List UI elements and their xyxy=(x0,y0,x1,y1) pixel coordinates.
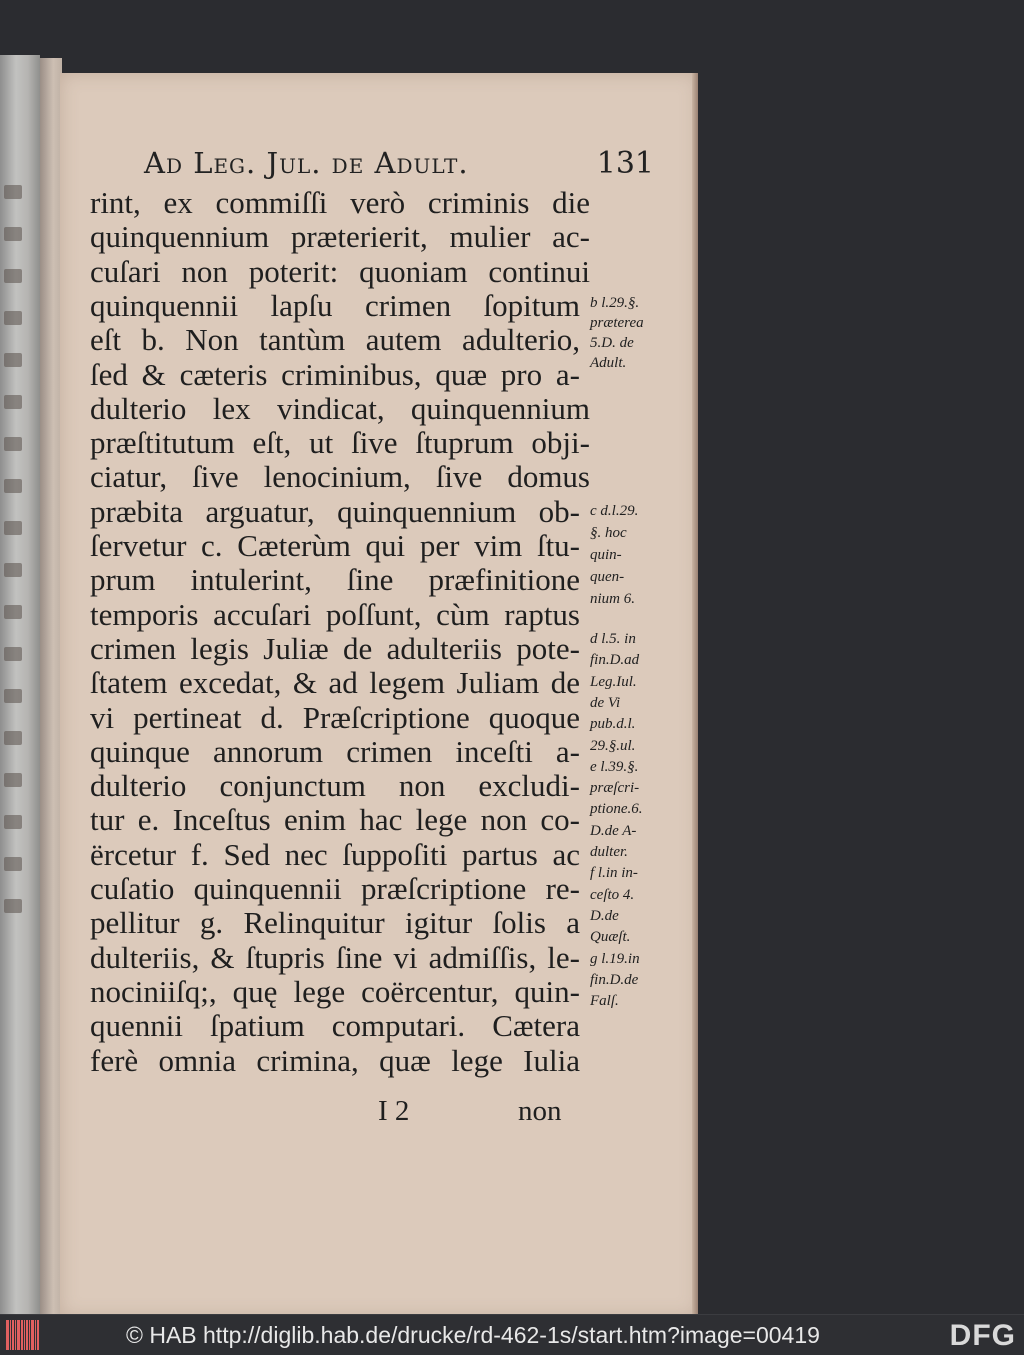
gutter-mark xyxy=(4,689,22,703)
book-page xyxy=(60,73,698,1314)
text-line: quinque annorum crimen inceſti a- xyxy=(90,733,580,769)
text-line: ërcetur f. Sed nec ſuppoſiti partus ac xyxy=(90,836,580,872)
text-line: ciatur, ſive lenocinium, ſive domus xyxy=(90,459,590,495)
gutter-mark xyxy=(4,815,22,829)
margin-note: præſcri- xyxy=(590,780,640,797)
margin-note: ceſto 4. xyxy=(590,886,635,903)
margin-note: b l.29.§. xyxy=(590,295,640,311)
gutter-mark xyxy=(4,731,22,745)
margin-note: Quæſt. xyxy=(590,929,631,946)
text-line: quinquennii lapſu crimen ſopitum xyxy=(90,287,580,323)
text-line: cuſatio quinquennii præſcriptione re- xyxy=(90,871,580,906)
margin-note: Falſ. xyxy=(590,993,619,1010)
margin-note: D.de A- xyxy=(590,822,637,839)
margin-note: pub.d.l. xyxy=(590,716,636,733)
gutter-mark xyxy=(4,269,22,283)
margin-note: c d.l.29. xyxy=(590,503,639,519)
previous-page-edge xyxy=(0,55,40,1314)
gutter-mark xyxy=(4,437,22,451)
margin-note: ptione.6. xyxy=(590,801,643,818)
gutter-mark xyxy=(4,857,22,871)
margin-note: D.de xyxy=(590,907,619,924)
running-head xyxy=(144,146,654,181)
text-line: vi pertineat d. Præſcriptione quoque xyxy=(90,699,580,735)
text-line: dulterio conjunctum non excludi- xyxy=(90,768,580,804)
margin-note: e l.39.§. xyxy=(590,758,639,775)
text-line: rint, ex commiſſi verò criminis die xyxy=(90,185,590,220)
margin-note: fin.D.ad xyxy=(590,652,640,669)
catchword: non xyxy=(518,1095,562,1127)
text-line: dulterio lex vindicat, quinquennium xyxy=(90,390,590,426)
gutter-mark xyxy=(4,353,22,367)
margin-note: Adult. xyxy=(590,355,627,371)
text-line: præſtitutum eſt, ut ſive ſtuprum obji- xyxy=(90,425,590,461)
text-line: ferè omnia crimina, quæ lege Iulia xyxy=(90,1042,580,1078)
signature-mark: I 2 xyxy=(378,1095,410,1127)
margin-note: f l.in in- xyxy=(590,865,638,882)
gutter-mark xyxy=(4,899,22,913)
gutter-mark xyxy=(4,479,22,493)
text-line: prum intulerint, ſine præfinitione xyxy=(90,562,580,598)
copyright-url[interactable]: © HAB http://diglib.hab.de/drucke/rd-462-1s/start.htm?image=00419 xyxy=(126,1321,820,1348)
margin-note: præterea xyxy=(590,315,644,331)
gutter-mark xyxy=(4,227,22,241)
gutter-mark xyxy=(4,647,22,661)
text-line: nociniiſq;, quę lege coërcentur, quin- xyxy=(90,973,580,1009)
text-line: præbita arguatur, quinquennium ob- xyxy=(90,493,580,529)
text-line: quinquennium præterierit, mulier ac- xyxy=(90,219,590,255)
gutter-mark xyxy=(4,605,22,619)
viewer-footer xyxy=(0,1314,1024,1355)
margin-note: 29.§.ul. xyxy=(590,737,636,754)
text-line: quennii ſpatium computari. Cætera xyxy=(90,1008,580,1044)
margin-note: Leg.Iul. xyxy=(590,673,637,690)
text-line: dulteriis, & ſtupris ſine vi admiſſis, le- xyxy=(90,939,580,975)
text-line: cuſari non poterit: quoniam continui xyxy=(90,253,590,289)
margin-note: de Vi xyxy=(590,694,621,711)
margin-note: g l.19.in xyxy=(590,950,640,967)
gutter-mark xyxy=(4,311,22,325)
text-line: tur e. Inceſtus enim hac lege non co- xyxy=(90,802,580,838)
text-line: ſervetur c. Cæterùm qui per vim ſtu- xyxy=(90,528,580,563)
gutter-mark xyxy=(4,773,22,787)
gutter-mark xyxy=(4,185,22,199)
margin-note: d l.5. in xyxy=(590,631,636,647)
barcode-icon xyxy=(6,1320,50,1350)
text-line: eſt b. Non tantùm autem adulterio, xyxy=(90,322,580,358)
running-head-title: Ad Leg. Jul. de Adult. xyxy=(144,146,469,180)
gutter-mark xyxy=(4,521,22,535)
page-fore-edge xyxy=(40,58,62,1314)
text-line: temporis accuſari poſſunt, cùm raptus xyxy=(90,596,580,632)
margin-note: dulter. xyxy=(590,844,628,860)
margin-note: nium 6. xyxy=(590,591,635,607)
text-line: pellitur g. Relinquitur igitur ſolis a xyxy=(90,905,580,941)
text-line: ſtatem excedat, & ad legem Juliam de xyxy=(90,665,580,701)
page-number: 131 xyxy=(596,146,654,181)
dfg-logo: DFG xyxy=(949,1319,1016,1352)
margin-note: §. hoc xyxy=(590,525,627,541)
margin-note: 5.D. de xyxy=(590,335,634,351)
margin-note: fin.D.de xyxy=(590,971,639,988)
gutter-mark xyxy=(4,563,22,577)
gutter-mark xyxy=(4,395,22,409)
text-line: ſed & cæteris criminibus, quæ pro a- xyxy=(90,356,580,392)
margin-note: quen- xyxy=(590,569,625,585)
margin-note: quin- xyxy=(590,547,622,563)
text-line: crimen legis Juliæ de adulteriis pote- xyxy=(90,630,580,666)
